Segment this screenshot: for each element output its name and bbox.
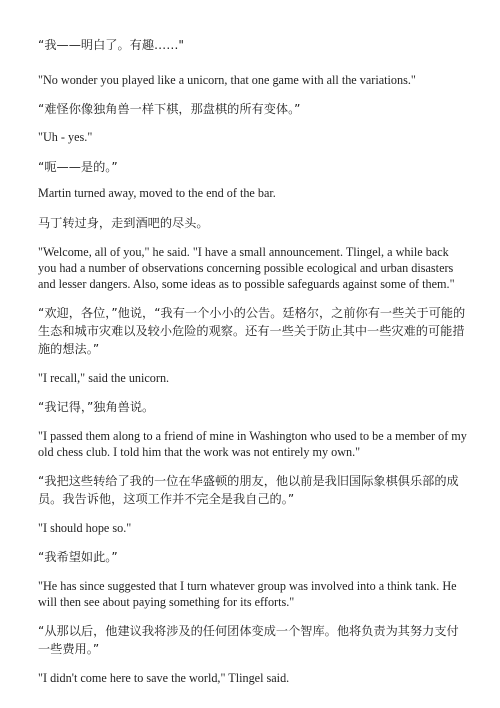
- paragraph-5: “呃——是的。”: [38, 160, 118, 174]
- page-body: [38, 36, 470, 686]
- paragraph-4: "Uh - yes.": [38, 130, 93, 144]
- paragraph-16: "He has since suggested that I turn whatever group was involved into a think tank. He will then see about paying something for its efforts.": [38, 579, 457, 609]
- paragraph-13: “我把这些转给了我的一位在华盛顿的朋友，他以前是我旧国际象棋俱乐部的成员。我告诉他，这项工作并不完全是我自己的。”: [38, 474, 459, 506]
- paragraph-12: "I passed them along to a friend of mine in Washington who used to be a member of my old chess club. I told him that the work was not entirely my own.": [38, 429, 467, 459]
- paragraph-8: "Welcome, all of you," he said. "I have a small announcement. Tlingel, a while back you had a number of observations concerning possible ecological and urban disasters and lesser dangers. Also, some ideas as to possible safeguards against some of them.": [38, 245, 455, 291]
- paragraph-9: “欢迎，各位，”他说，“我有一个小小的公告。廷格尔，之前你有一些关于可能的生态和城市灾难以及较小危险的观察。还有一些关于防止其中一些灾难的可能措施的想法。”: [38, 306, 466, 356]
- paragraph-11: “我记得，”独角兽说。: [38, 400, 155, 414]
- paragraph-7: 马丁转过身，走到酒吧的尽头。: [38, 216, 209, 230]
- paragraph-18: "I didn't come here to save the world," Tlingel said.: [38, 671, 290, 685]
- paragraph-2: "No wonder you played like a unicorn, that one game with all the variations.": [38, 73, 416, 87]
- paragraph-14: "I should hope so.": [38, 521, 132, 535]
- paragraph-3: “难怪你像独角兽一样下棋，那盘棋的所有变体。”: [38, 102, 301, 116]
- paragraph-1: “我——明白了。有趣……": [38, 38, 184, 52]
- paragraph-17: “从那以后，他建议我将涉及的任何团体变成一个智库。他将负责为其努力支付一些费用。”: [38, 624, 459, 656]
- paragraph-10: "I recall," said the unicorn.: [38, 371, 170, 385]
- paragraph-15: “我希望如此。”: [38, 550, 118, 564]
- paragraph-6: Martin turned away, moved to the end of the bar.: [38, 186, 276, 200]
